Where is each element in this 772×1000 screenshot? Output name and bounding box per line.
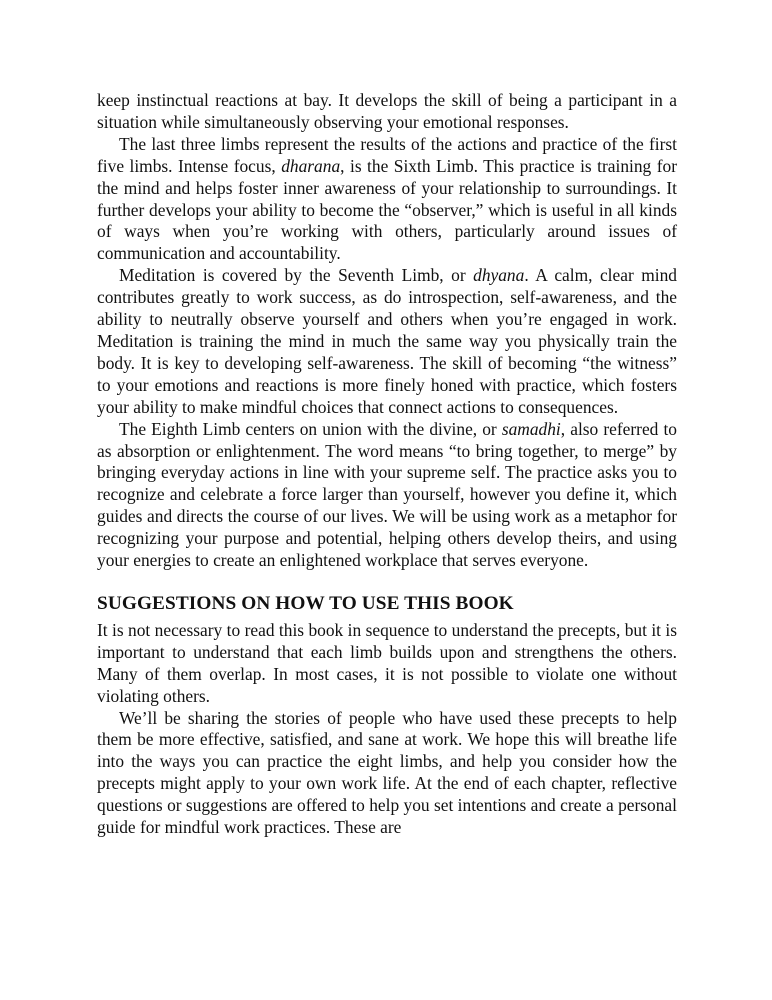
term-dharana: dharana [281,155,341,176]
paragraph-instinctual-reactions: keep instinctual reactions at bay. It develops the skill of being a participant in a situation while simultaneously observing your emotional responses. [97,90,677,132]
section-heading: SUGGESTIONS ON HOW TO USE THIS BOOK [97,592,514,614]
paragraph-seventh-limb [97,265,677,418]
paragraph-how-to-use: It is not necessary to read this book in sequence to understand the precepts, but it is important to understand that each limb builds upon and strengthens the others. Many of them overlap. In most cases, it is not possible to violate one without violating others. [97,619,677,706]
paragraph-sixth-limb [97,134,677,265]
paragraph-stories: We’ll be sharing the stories of people who have used these precepts to help them be more effective, satisfied, and sane at work. We hope this will breathe life into the ways you can practice the eight limbs, and help you consider how the precepts might apply to your own work life. At the end of each chapter, reflective questions or suggestions are offered to help you set intentions and create a personal guide for mindful work practices. These are [97,707,677,838]
paragraph-eighth-limb-text-b: , also referred to as absorption or enlightenment. The word means “to bring together, to merge” by bringing everyday actions in line with your supreme self. The practice asks you to recognize and celebrate a force larger than yourself, however you define it, which guides and directs the course of our lives. We will be using work as a metaphor for recognizing your purpose and potential, helping others develop theirs, and using your energies to create an enlightened workplace that serves everyone. [97,418,677,571]
term-samadhi: samadhi [501,418,561,439]
paragraph-sixth-limb-text-a: The last three limbs represent the results of the actions and practice of the first five limbs. Intense focus, [97,133,677,176]
paragraph-eighth-limb [97,419,677,572]
paragraph-seventh-limb-text-b: . A calm, clear mind contributes greatly to work success, as do introspection, self-awareness, and the ability to neutrally observe yourself and others when you’re engaged in work. Meditation is training the mind in much the same way you physically train the body. It is key to developing self-awareness. The skill of becoming “the witness” to your emotions and reactions is more finely honed with practice, which fosters your ability to make mindful choices that connect actions to consequences. [97,265,677,417]
paragraph-seventh-limb-text-a: Meditation is covered by the Seventh Limb, or [119,265,474,286]
paragraph-eighth-limb-text-a: The Eighth Limb centers on union with the divine, or [119,418,502,439]
paragraph-sixth-limb-text-b: , is the Sixth Limb. This practice is training for the mind and helps foster inner awareness of your relationship to surroundings. It further develops your ability to become the “observer,” which is useful in all kinds of ways when you’re working with others, particularly around issues of communication and accountability. [97,155,678,264]
term-dhyana: dhyana [473,265,525,286]
page-text-block [97,90,677,839]
